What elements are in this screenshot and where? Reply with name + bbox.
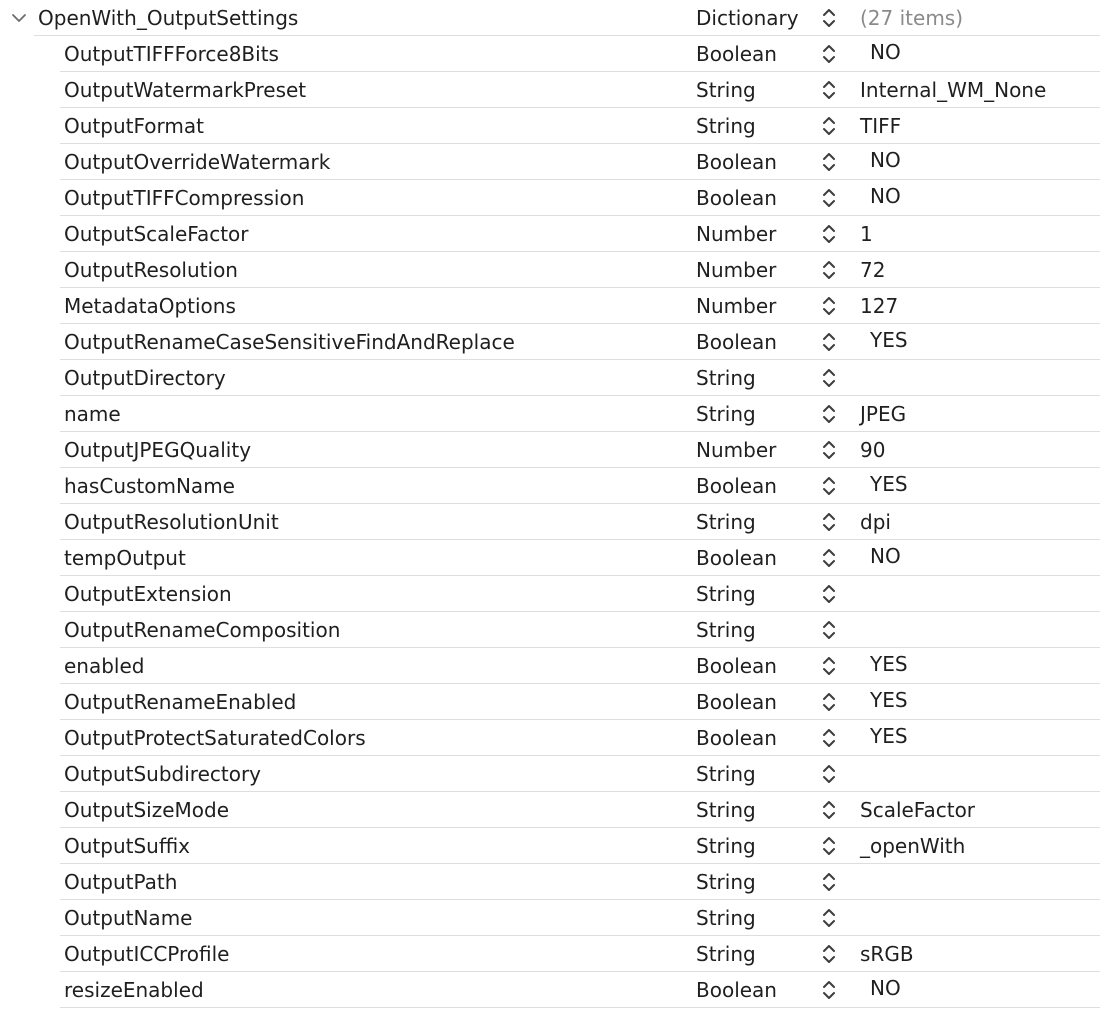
plist-type[interactable]: String	[696, 78, 756, 102]
up-down-chevron-icon[interactable]	[820, 547, 838, 569]
plist-row[interactable]	[0, 288, 1100, 324]
plist-key[interactable]: OpenWith_OutputSettings	[38, 6, 299, 30]
plist-row[interactable]	[0, 468, 1100, 504]
plist-value[interactable]: YES	[870, 472, 908, 496]
up-down-chevron-icon[interactable]	[820, 475, 838, 497]
plist-key[interactable]: name	[64, 402, 121, 426]
up-down-chevron-icon[interactable]	[820, 151, 838, 173]
plist-value[interactable]: JPEG	[860, 402, 907, 426]
plist-value[interactable]: 72	[860, 258, 886, 282]
plist-key[interactable]: tempOutput	[64, 546, 186, 570]
plist-key[interactable]: enabled	[64, 654, 145, 678]
up-down-chevron-icon[interactable]	[820, 367, 838, 389]
plist-type[interactable]: Boolean	[696, 546, 777, 570]
plist-key[interactable]: OutputTIFFForce8Bits	[64, 42, 279, 66]
plist-key[interactable]: OutputRenameCaseSensitiveFindAndReplace	[64, 330, 515, 354]
plist-value[interactable]: YES	[870, 688, 908, 712]
plist-type[interactable]: Boolean	[696, 978, 777, 1002]
plist-value[interactable]: NO	[870, 148, 901, 172]
plist-key[interactable]: resizeEnabled	[64, 978, 204, 1002]
plist-type[interactable]: Boolean	[696, 654, 777, 678]
plist-value[interactable]: Internal_WM_None	[860, 78, 1047, 102]
up-down-chevron-icon[interactable]	[820, 43, 838, 65]
plist-key[interactable]: OutputResolution	[64, 258, 238, 282]
plist-key[interactable]: OutputProtectSaturatedColors	[64, 726, 366, 750]
plist-row[interactable]	[0, 432, 1100, 468]
plist-row[interactable]	[0, 936, 1100, 972]
plist-type[interactable]: String	[696, 942, 756, 966]
plist-row[interactable]	[0, 792, 1100, 828]
up-down-chevron-icon[interactable]	[820, 511, 838, 533]
plist-value[interactable]: NO	[870, 976, 901, 1000]
plist-row[interactable]	[0, 36, 1100, 72]
plist-row[interactable]	[0, 648, 1100, 684]
plist-children	[0, 36, 1100, 1008]
plist-row[interactable]	[0, 216, 1100, 252]
up-down-chevron-icon[interactable]	[820, 583, 838, 605]
up-down-chevron-icon[interactable]	[820, 727, 838, 749]
plist-type[interactable]: Boolean	[696, 330, 777, 354]
plist-row[interactable]	[0, 180, 1100, 216]
up-down-chevron-icon[interactable]	[820, 295, 838, 317]
up-down-chevron-icon[interactable]	[820, 655, 838, 677]
plist-type[interactable]: String	[696, 582, 756, 606]
plist-key[interactable]: OutputJPEGQuality	[64, 438, 252, 462]
up-down-chevron-icon[interactable]	[820, 619, 838, 641]
plist-row[interactable]	[0, 576, 1100, 612]
plist-type[interactable]: Boolean	[696, 690, 777, 714]
plist-value[interactable]: NO	[870, 544, 901, 568]
plist-key[interactable]: OutputName	[64, 906, 193, 930]
plist-key[interactable]: MetadataOptions	[64, 294, 236, 318]
up-down-chevron-icon[interactable]	[820, 979, 838, 1001]
plist-row[interactable]	[0, 828, 1100, 864]
plist-row[interactable]	[0, 144, 1100, 180]
plist-value[interactable]: 90	[860, 438, 886, 462]
plist-value[interactable]: NO	[870, 40, 901, 64]
plist-row[interactable]	[0, 396, 1100, 432]
plist-value[interactable]: _openWith	[860, 834, 966, 858]
plist-type[interactable]: String	[696, 762, 756, 786]
plist-key[interactable]: OutputFormat	[64, 114, 204, 138]
plist-type[interactable]: Number	[696, 438, 777, 462]
up-down-chevron-icon[interactable]	[820, 259, 838, 281]
plist-key[interactable]: OutputWatermarkPreset	[64, 78, 307, 102]
plist-type[interactable]: Dictionary	[696, 6, 799, 30]
plist-value[interactable]: NO	[870, 184, 901, 208]
plist-value[interactable]: YES	[870, 724, 908, 748]
plist-value[interactable]: TIFF	[860, 114, 902, 138]
plist-key[interactable]: OutputExtension	[64, 582, 232, 606]
up-down-chevron-icon[interactable]	[820, 439, 838, 461]
plist-key[interactable]: OutputSuffix	[64, 834, 191, 858]
plist-key[interactable]: OutputRenameComposition	[64, 618, 341, 642]
plist-row[interactable]	[0, 864, 1100, 900]
plist-key[interactable]: OutputRenameEnabled	[64, 690, 297, 714]
up-down-chevron-icon[interactable]	[820, 691, 838, 713]
up-down-chevron-icon[interactable]	[820, 871, 838, 893]
plist-type[interactable]: Number	[696, 258, 777, 282]
plist-key[interactable]: OutputTIFFCompression	[64, 186, 305, 210]
up-down-chevron-icon[interactable]	[820, 79, 838, 101]
plist-row[interactable]	[0, 756, 1100, 792]
plist-value[interactable]: dpi	[860, 510, 891, 534]
plist-type[interactable]: String	[696, 798, 756, 822]
plist-key[interactable]: OutputPath	[64, 870, 178, 894]
plist-row[interactable]	[0, 252, 1100, 288]
plist-row[interactable]	[0, 720, 1100, 756]
plist-key[interactable]: OutputResolutionUnit	[64, 510, 279, 534]
plist-type[interactable]: Boolean	[696, 186, 777, 210]
up-down-chevron-icon[interactable]	[820, 799, 838, 821]
plist-key[interactable]: OutputDirectory	[64, 366, 226, 390]
plist-type[interactable]: String	[696, 870, 756, 894]
up-down-chevron-icon[interactable]	[820, 115, 838, 137]
plist-value[interactable]: sRGB	[860, 942, 914, 966]
plist-type[interactable]: Boolean	[696, 42, 777, 66]
up-down-chevron-icon[interactable]	[820, 943, 838, 965]
up-down-chevron-icon[interactable]	[820, 223, 838, 245]
plist-type[interactable]: String	[696, 834, 756, 858]
plist-value[interactable]: YES	[870, 328, 908, 352]
plist-row[interactable]	[0, 504, 1100, 540]
plist-key[interactable]: OutputOverrideWatermark	[64, 150, 331, 174]
up-down-chevron-icon[interactable]	[820, 907, 838, 929]
plist-row[interactable]	[0, 360, 1100, 396]
plist-type[interactable]: String	[696, 402, 756, 426]
up-down-chevron-icon[interactable]	[820, 187, 838, 209]
up-down-chevron-icon[interactable]	[820, 763, 838, 785]
plist-row[interactable]	[0, 900, 1100, 936]
plist-type[interactable]: String	[696, 114, 756, 138]
plist-value[interactable]: YES	[870, 652, 908, 676]
plist-row[interactable]	[0, 72, 1100, 108]
plist-row[interactable]	[0, 684, 1100, 720]
up-down-chevron-icon[interactable]	[820, 403, 838, 425]
plist-value[interactable]: ScaleFactor	[860, 798, 976, 822]
plist-type[interactable]: Number	[696, 222, 777, 246]
plist-value[interactable]: 1	[860, 222, 873, 246]
plist-key[interactable]: OutputSubdirectory	[64, 762, 262, 786]
plist-type[interactable]: String	[696, 618, 756, 642]
plist-value: (27 items)	[860, 6, 964, 30]
plist-row[interactable]	[0, 972, 1100, 1008]
plist-key[interactable]: OutputICCProfile	[64, 942, 230, 966]
plist-type[interactable]: Boolean	[696, 474, 777, 498]
chevron-down-icon[interactable]	[10, 10, 28, 26]
plist-row-root[interactable]	[0, 0, 1100, 36]
plist-type[interactable]: Boolean	[696, 150, 777, 174]
up-down-chevron-icon[interactable]	[820, 835, 838, 857]
plist-type[interactable]: String	[696, 510, 756, 534]
plist-key[interactable]: OutputSizeMode	[64, 798, 230, 822]
up-down-chevron-icon[interactable]	[820, 7, 838, 29]
plist-row[interactable]	[0, 324, 1100, 360]
plist-type[interactable]: String	[696, 906, 756, 930]
plist-key[interactable]: hasCustomName	[64, 474, 235, 498]
up-down-chevron-icon[interactable]	[820, 331, 838, 353]
plist-value[interactable]: 127	[860, 294, 899, 318]
plist-type[interactable]: Boolean	[696, 726, 777, 750]
plist-row[interactable]	[0, 612, 1100, 648]
plist-type[interactable]: String	[696, 366, 756, 390]
plist-type[interactable]: Number	[696, 294, 777, 318]
plist-row[interactable]	[0, 540, 1100, 576]
plist-key[interactable]: OutputScaleFactor	[64, 222, 249, 246]
plist-row[interactable]	[0, 108, 1100, 144]
